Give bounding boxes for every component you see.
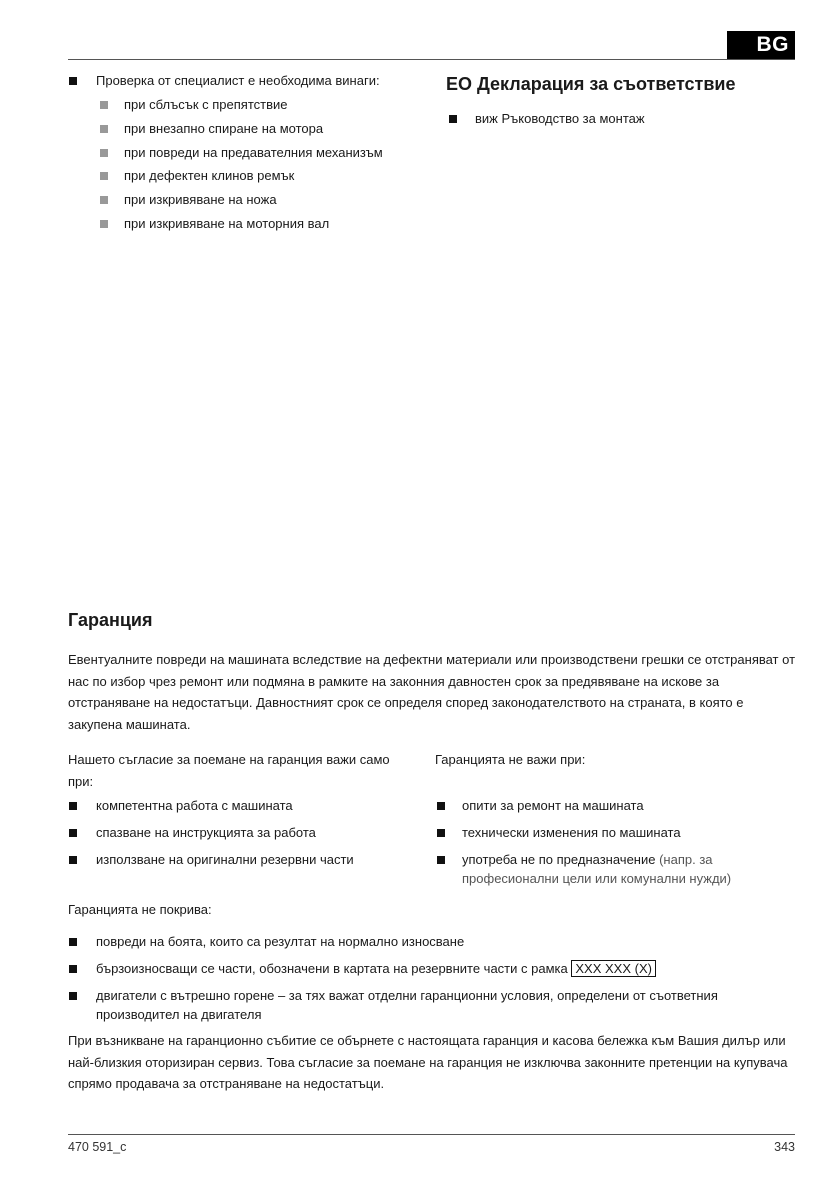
inspection-item: при сблъсък с препятствие [124, 97, 288, 112]
page-number: 343 [774, 1140, 795, 1154]
bullet-icon [100, 196, 108, 204]
warranty-intro: Евентуалните повреди на машината вследствие на дефектни материали или производствени грешки се отстраняват от нас по избор чрез ремонт или подмяна в рамките на законния давностен срок за предявяване на искове за отстраняване на недостатъци. Давностният срок се определя според законодателството на страната, в която е закупена машината. [68, 652, 796, 732]
bullet-icon [437, 829, 445, 837]
bullet-icon [69, 802, 77, 810]
bullet-icon [449, 115, 457, 123]
bullet-icon [100, 101, 108, 109]
warranty-heading: Гаранция [68, 610, 153, 630]
bullet-icon [100, 125, 108, 133]
warranty-invalid-lead: Гаранцията не важи при: [435, 752, 586, 767]
not-covered-item-continued: производител на двигателя [96, 1007, 262, 1022]
bullet-icon [100, 220, 108, 228]
not-covered-item: повреди на боята, които са резултат на нормално износване [96, 934, 465, 949]
invalid-item-note: (напр. за [659, 852, 713, 867]
language-badge: BG [727, 31, 795, 59]
header-rule [68, 59, 795, 60]
warranty-closing: При възникване на гаранционно събитие се обърнете с настоящата гаранция и касова бележка към Вашия дилър или най-близкия оторизиран сервиз. Това съгласие за поемане на гаранция не изключва законните претенции на купувача спрямо продавача за отстраняване на недостатъци. [68, 1033, 788, 1091]
inspection-item: при внезапно спиране на мотора [124, 121, 324, 136]
bullet-icon [437, 802, 445, 810]
invalid-item-main: употреба не по предназначение [462, 852, 656, 867]
bullet-icon [69, 965, 77, 973]
warranty-valid-item: използване на оригинални резервни части [96, 852, 354, 867]
document-code: 470 591_c [68, 1140, 127, 1154]
bullet-icon [69, 77, 77, 85]
inspection-item: при повреди на предавателния механизъм [124, 145, 383, 160]
bullet-icon [69, 856, 77, 864]
not-covered-item [96, 961, 656, 977]
warranty-invalid-item [462, 852, 713, 868]
declaration-item: виж Ръководство за монтаж [475, 111, 645, 126]
bullet-icon [100, 172, 108, 180]
warranty-invalid-item: опити за ремонт на машината [462, 798, 644, 813]
warranty-invalid-item: технически изменения по машината [462, 825, 681, 840]
inspection-item: при дефектен клинов ремък [124, 168, 295, 183]
bullet-icon [437, 856, 445, 864]
inspection-item: при изкривяване на моторния вал [124, 216, 330, 231]
inspection-item: при изкривяване на ножа [124, 192, 277, 207]
bullet-icon [100, 149, 108, 157]
not-covered-lead: Гаранцията не покрива: [68, 902, 212, 917]
declaration-heading: ЕО Декларация за съответствие [446, 74, 736, 94]
warranty-valid-item: спазване на инструкцията за работа [96, 825, 316, 840]
inspection-lead: Проверка от специалист е необходима винаги: [96, 73, 380, 88]
invalid-item-note-continued: професионални цели или комунални нужди) [462, 871, 732, 886]
warranty-valid-item: компетентна работа с машината [96, 798, 293, 813]
not-covered-text: бързоизносващи се части, обозначени в картата на резервните части с рамка [96, 961, 568, 976]
bullet-icon [69, 938, 77, 946]
not-covered-item: двигатели с вътрешно горене – за тях важат отделни гаранционни условия, определени от съответния [96, 988, 718, 1003]
footer-rule [68, 1134, 795, 1135]
bullet-icon [69, 829, 77, 837]
bullet-icon [69, 992, 77, 1000]
warranty-valid-lead: Нашето съгласие за поемане на гаранция важи само при: [68, 752, 390, 789]
part-number-frame: XXX XXX (X) [571, 960, 656, 977]
